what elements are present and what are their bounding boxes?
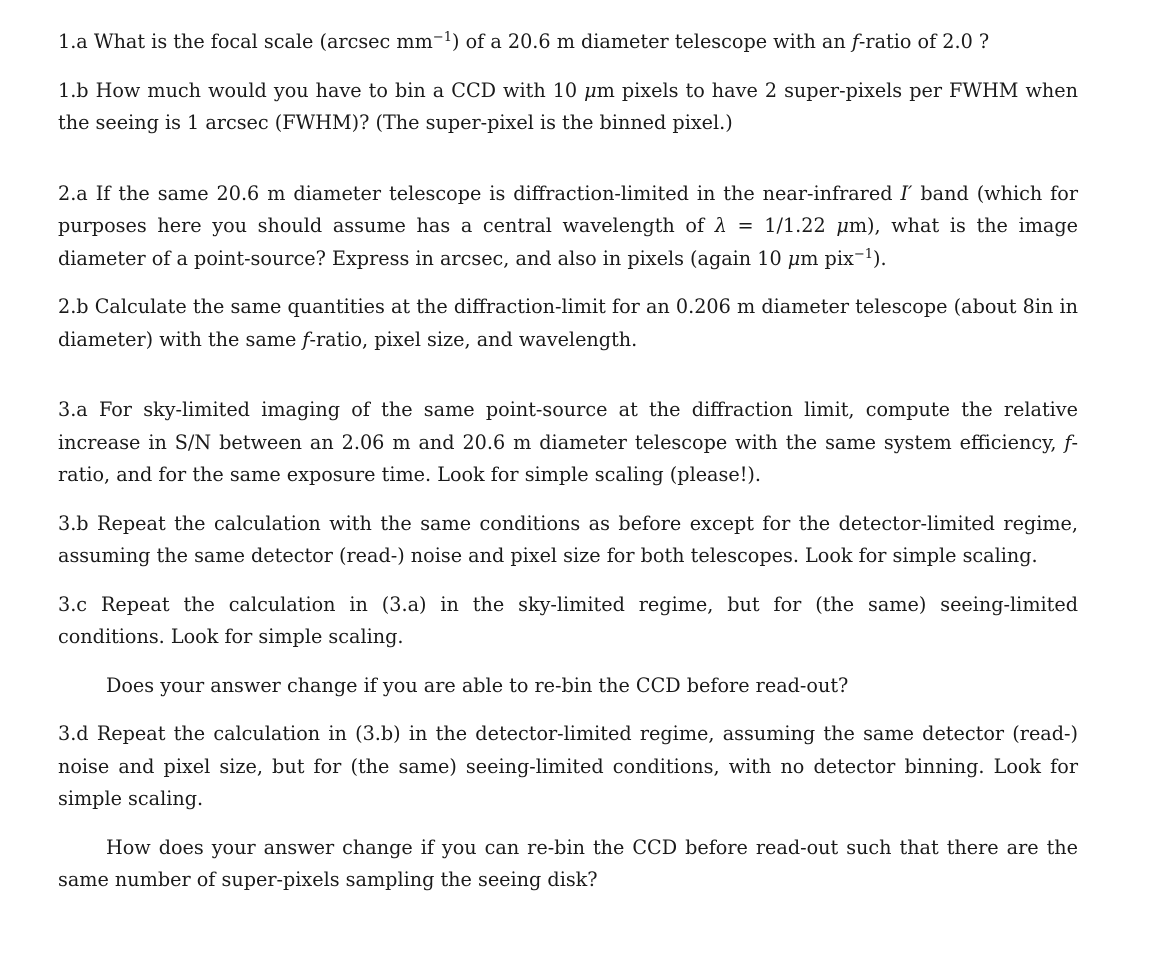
math-symbol: f [1064, 430, 1072, 454]
problem-3b: 3.b Repeat the calculation with the same conditions as before except for the detector-limited regime, assuming the same detector (read-) noise and pixel size for both telescopes. Look for simple scaling. [58, 511, 1078, 567]
problem-2a: 2.a If the same 20.6 m diameter telescope is diffraction-limited in the near-infrared I′ band (which for purposes here you should assume has a central wavelength of λ = 1/1.22 μm), what is the image diameter of a point-source? Express in arcsec, and also in pixels (again 10 μm pix$^{-1}$). [58, 181, 1078, 270]
problem-label: 3.b [58, 511, 89, 535]
math-symbol: μ [787, 246, 801, 270]
problem-2b: 2.b Calculate the same quantities at the diffraction-limit for an 0.206 m diameter telescope (about 8in in diameter) with the same f-ratio, pixel size, and wavelength. [58, 295, 1078, 351]
superscript: −1 [432, 29, 452, 45]
problem-label: 3.c [58, 592, 88, 616]
problem-label: 2.a [58, 181, 88, 205]
math-symbol: μ [584, 78, 597, 102]
problem-3c-followup: Does your answer change if you are able to re-bin the CCD before read-out? [106, 673, 849, 697]
superscript: −1 [853, 246, 874, 262]
problem-3a: 3.a For sky-limited imaging of the same point-source at the diffraction limit, compute the relative increase in S/N between an 2.06 m and 20.6 m diameter telescope with the same system efficiency, f-ratio, and for the same exposure time. Look for simple scaling (please!). [58, 398, 1078, 486]
problem-1b: 1.b How much would you have to bin a CCD with 10 μm pixels to have 2 super-pixels per FWHM when the seeing is 1 arcsec (FWHM)? (The super-pixel is the binned pixel.) [58, 78, 1078, 134]
problem-3d: 3.d Repeat the calculation in (3.b) in the detector-limited regime, assuming the same detector (read-) noise and pixel size, but for (the same) seeing-limited conditions, with no detector binning. Look for simple scaling. [58, 722, 1078, 810]
math-symbol: μ [836, 214, 849, 237]
math-symbol: I′ [900, 181, 913, 205]
problem-label: 2.b [58, 295, 89, 318]
problem-sheet [58, 26, 1078, 897]
math-symbol: f [302, 327, 310, 351]
math-symbol: f [851, 30, 859, 53]
problem-label: 1.b [58, 78, 89, 102]
problem-3d-followup: How does your answer change if you can re-bin the CCD before read-out such that there are the same number of super-pixels sampling the seeing disk? [58, 835, 1078, 891]
problem-3c: 3.c Repeat the calculation in (3.a) in the sky-limited regime, but for (the same) seeing-limited conditions. Look for simple scaling. [58, 592, 1078, 648]
problem-1a: 1.a What is the focal scale (arcsec $mm^{-1}$) of a 20.6 m diameter telescope with an f-ratio of 2.0 ? [58, 29, 990, 53]
problem-label: 3.a [58, 398, 88, 421]
problem-label: 3.d [58, 722, 89, 745]
math-symbol: λ [714, 214, 727, 237]
problem-label: 1.a [58, 30, 88, 53]
